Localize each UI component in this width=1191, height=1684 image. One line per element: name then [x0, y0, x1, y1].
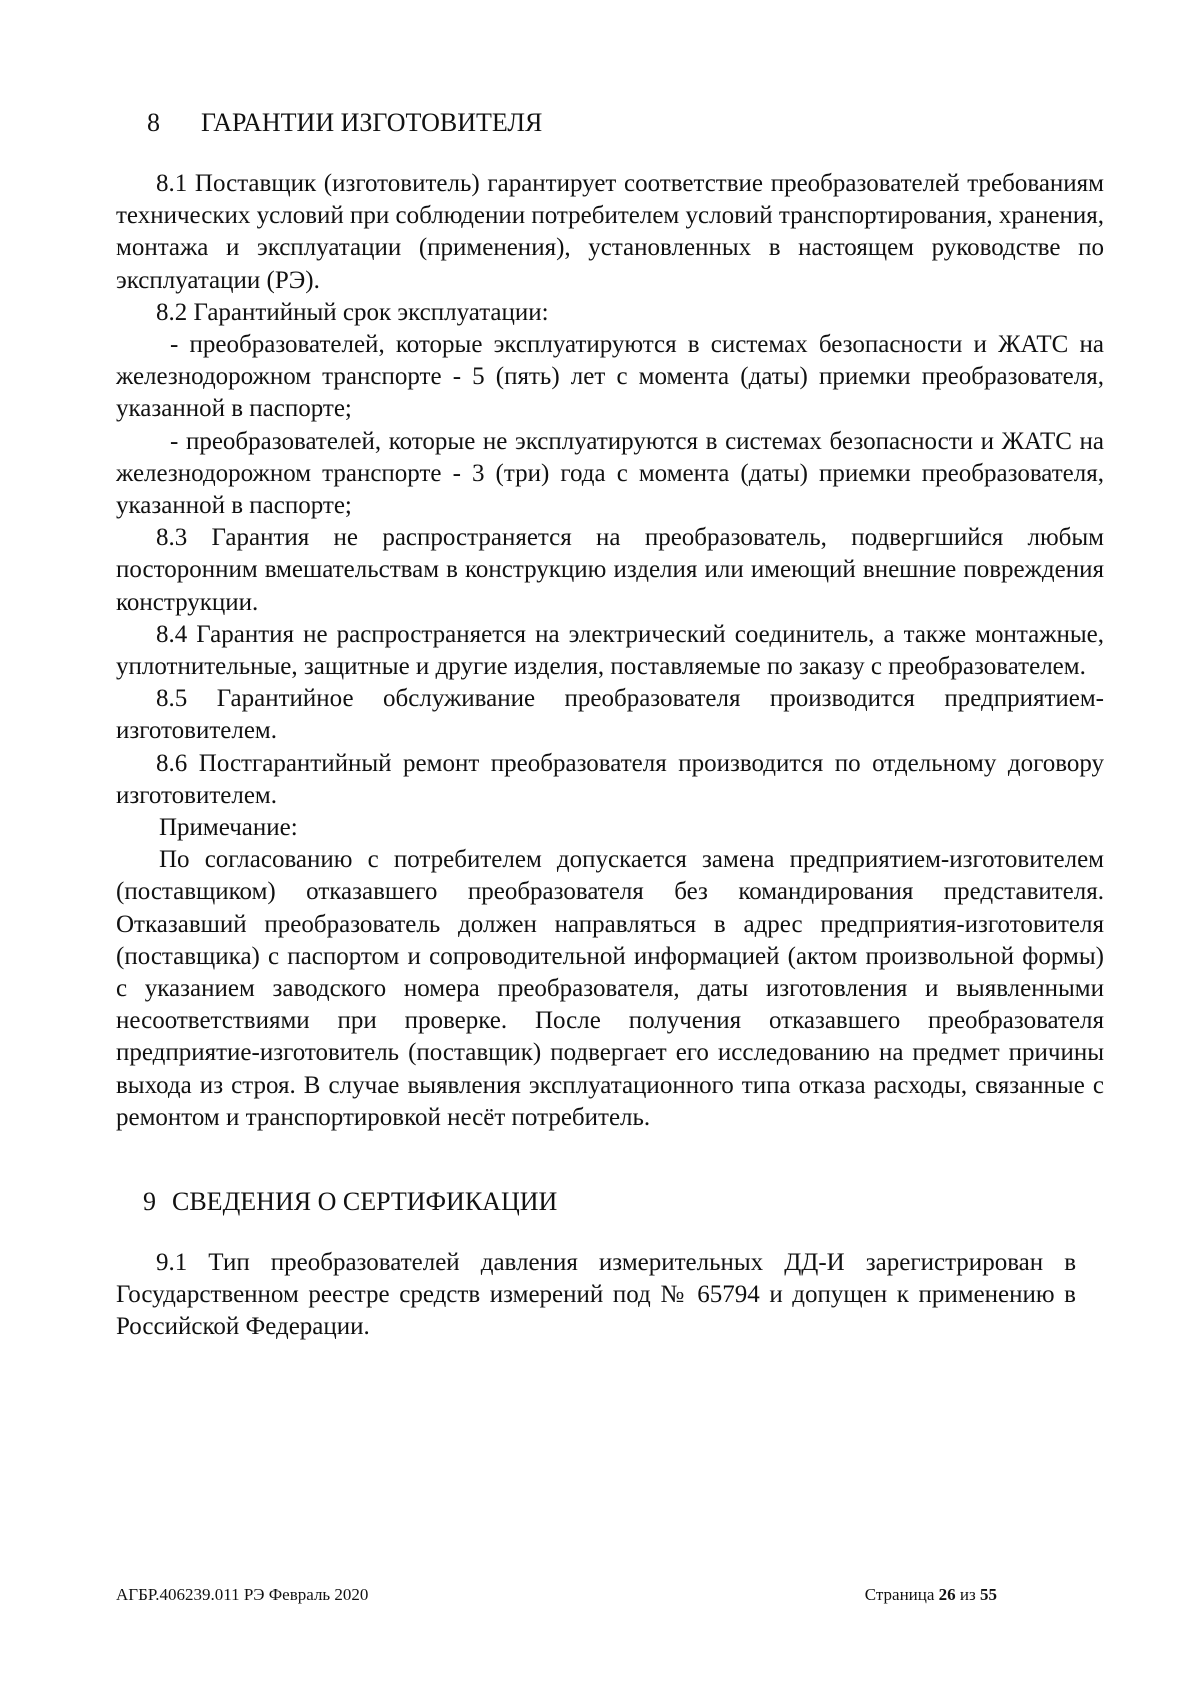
paragraph-9-1: 9.1 Тип преобразователей давления измерительных ДД-И зарегистрирован в Государственном реестре средств измерений под № 65794 и допущен к применению в Российской Федерации.: [116, 1249, 1076, 1341]
paragraph-8-1: 8.1 Поставщик (изготовитель) гарантирует соответствие преобразователей требованиям технических условий при соблюдении потребителем условий транспортирования, хранения, монтажа и эксплуатации (применения), установленных в настоящем руководстве по эксплуатации (РЭ).: [116, 170, 1104, 294]
paragraph-8-4: 8.4 Гарантия не распространяется на электрический соединитель, а также монтажные, уплотнительные, защитные и другие изделия, поставляемые по заказу с преобразователем.: [116, 620, 1104, 681]
section-9-heading: [143, 1186, 557, 1218]
paragraph-8-2-item-2: - преобразователей, которые не эксплуатируются в системах безопасности и ЖАТС на железнодорожном транспорте - 3 (три) года с момента (даты) приемки преобразователя, указанной в паспорте;: [116, 427, 1104, 520]
paragraph-8-2-item-1: - преобразователей, которые эксплуатируются в системах безопасности и ЖАТС на железнодорожном транспорте - 5 (пять) лет с момента (даты) приемки преобразователя, указанной в паспорте;: [116, 331, 1104, 423]
section-8-heading: [147, 107, 542, 139]
page-of: из: [959, 1585, 976, 1604]
section-9-number: 9: [143, 1187, 156, 1216]
note-title: Примечание:: [159, 814, 298, 842]
page-word: Страница: [864, 1585, 935, 1604]
section-8-title: ГАРАНТИИ ИЗГОТОВИТЕЛЯ: [201, 108, 543, 137]
page-current: 26: [938, 1585, 956, 1604]
section-9-title: СВЕДЕНИЯ О СЕРТИФИКАЦИИ: [172, 1187, 558, 1216]
paragraph-8-5: 8.5 Гарантийное обслуживание преобразователя производится предприятием-изготовителем.: [116, 685, 1104, 745]
paragraph-8-3: 8.3 Гарантия не распространяется на преобразователь, подвергшийся любым посторонним вмешательствам в конструкцию изделия или имеющий внешние повреждения конструкции.: [116, 524, 1104, 616]
section-8-number: 8: [147, 108, 160, 137]
page-total: 55: [980, 1585, 997, 1604]
section-8-body: [116, 168, 1104, 1134]
paragraph-8-6: 8.6 Постгарантийный ремонт преобразователя производится по отдельному договору изготовителем.: [116, 749, 1104, 809]
paragraph-8-2: 8.2 Гарантийный срок эксплуатации:: [156, 298, 549, 326]
section-9-body: [116, 1247, 1076, 1344]
footer-page-number: [865, 1584, 997, 1606]
note-text: По согласованию с потребителем допускается замена предприятием-изготовителем (поставщиком) отказавшего преобразователя без командирования представителя. Отказавший преобразователь должен направляться в адрес предприятия-изготовителя (поставщика) с паспортом и сопроводительной информацией (актом произвольной формы) с указанием заводского номера преобразователя, даты изготовления и выявленными несоответствиями при проверке. После получения отказавшего преобразователя предприятие-изготовитель (поставщик) подвергает его исследованию на предмет причины выхода из строя. В случае выявления эксплуатационного типа отказа расходы, связанные с ремонтом и транспортировкой несёт потребитель.: [116, 846, 1104, 1131]
footer-doc-id: АГБР.406239.011 РЭ Февраль 2020: [116, 1585, 369, 1604]
